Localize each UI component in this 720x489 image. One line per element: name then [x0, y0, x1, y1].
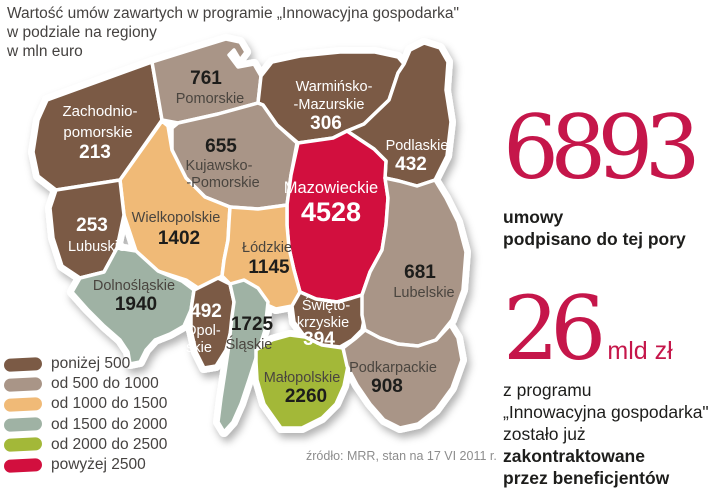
region-label-warminsko-name: Warmińsko-	[295, 79, 373, 95]
legend-label-2000-2500: od 2000 do 2500	[51, 435, 168, 453]
legend-swatch-1000-1500	[4, 397, 43, 412]
legend-item-gt2500	[4, 455, 167, 475]
stat-contracts-caption	[503, 206, 692, 250]
region-label-zachodniopomorskie-value: 213	[79, 142, 111, 163]
legend-label-500-1000: od 500 do 1000	[51, 375, 159, 393]
stat-amount-number: 26	[503, 277, 598, 380]
legend-label-1000-1500: od 1000 do 1500	[51, 395, 168, 413]
region-label-mazowieckie-name: Mazowieckie	[283, 179, 379, 197]
stat-amount-line4: przez beneficjentów	[503, 468, 670, 488]
stat-contracts	[503, 96, 692, 250]
region-label-pomorskie-value: 761	[190, 68, 222, 89]
stat-contracts-number: 6893	[503, 96, 692, 199]
region-label-podkarpackie-value: 908	[371, 376, 403, 397]
region-label-podlaskie-value: 432	[395, 154, 427, 175]
region-label-lodzkie-value: 1145	[248, 257, 290, 278]
region-label-swietokrzyskie-name: Święto-	[301, 298, 351, 314]
stat-contracts-caption-line1: umowy	[503, 207, 564, 227]
stat-amount-line2: „Innowacyjna gospodarka"	[503, 402, 709, 422]
region-label-opolskie-value: 492	[190, 301, 222, 322]
legend-label-gt2500: powyżej 2500	[51, 456, 146, 474]
stat-amount-line1: z programu	[503, 380, 592, 400]
region-label-wielkopolskie-name: Wielkopolskie	[131, 210, 221, 226]
legend-item-lt500	[4, 354, 167, 374]
legend-item-2000-2500	[4, 435, 167, 455]
region-label-lubuskie-value: 253	[76, 215, 108, 236]
stat-amount-number-row	[503, 277, 720, 380]
region-label-pomorskie-name: Pomorskie	[175, 91, 245, 107]
legend-swatch-lt500	[4, 357, 43, 372]
legend-item-1500-2000	[4, 415, 167, 435]
legend-item-500-1000	[4, 374, 167, 394]
source-note: źródło: MRR, stan na 17 VI 2011 r.	[306, 449, 497, 463]
region-label-lubelskie-name: Lubelskie	[393, 285, 455, 301]
region-label-wielkopolskie-value: 1402	[157, 228, 201, 249]
region-label-kujawsko-value: 655	[205, 136, 237, 157]
region-label-lubuskie-name: Lubuskie	[67, 239, 127, 255]
region-label-kujawsko-name: -Pomorskie	[186, 175, 260, 191]
region-label-zachodniopomorskie-name: pomorskie	[63, 124, 133, 141]
title-line-1: Wartość umów zawartych w programie „Innowacyjna gospodarka"	[7, 5, 460, 22]
region-label-opolskie-name: Opol-	[185, 323, 221, 339]
region-label-warminsko-name: -Mazurskie	[293, 97, 365, 113]
region-label-dolnoslaskie-name: Dolnośląskie	[92, 278, 176, 294]
region-label-lubelskie-value: 681	[404, 262, 436, 283]
legend-swatch-1500-2000	[4, 417, 43, 432]
legend	[4, 354, 167, 475]
stat-amount	[503, 277, 720, 489]
stat-amount-caption	[503, 379, 720, 489]
title-line-3: w mln euro	[7, 43, 83, 60]
region-label-lodzkie-name: Łódzkie	[242, 240, 292, 256]
region-label-malopolskie-name: Małopolskie	[263, 370, 341, 386]
region-label-opolskie-name: skie	[186, 340, 212, 356]
legend-swatch-2000-2500	[4, 437, 43, 452]
legend-label-1500-2000: od 1500 do 2000	[51, 415, 168, 433]
stat-amount-unit: mld zł	[607, 337, 673, 365]
stat-amount-line3: zostało już zakontraktowane	[503, 424, 645, 466]
region-label-kujawsko-name: Kujawsko-	[185, 158, 253, 174]
stat-contracts-caption-line2: podpisano do tej pory	[503, 229, 686, 249]
region-label-podkarpackie-name: Podkarpackie	[349, 360, 437, 376]
region-label-slaskie-value: 1725	[230, 314, 274, 335]
legend-swatch-gt2500	[4, 458, 43, 473]
title-line-2: w podziale na regiony	[7, 24, 157, 41]
region-label-malopolskie-value: 2260	[284, 386, 328, 407]
legend-swatch-500-1000	[4, 377, 43, 392]
legend-item-1000-1500	[4, 394, 167, 414]
region-label-podlaskie-name: Podlaskie	[385, 138, 449, 154]
region-label-warminsko-value: 306	[310, 113, 342, 134]
region-label-swietokrzyskie-name: krzyskie	[296, 315, 350, 331]
region-label-mazowieckie-value: 4528	[300, 197, 362, 227]
region-label-zachodniopomorskie-name: Zachodnio-	[62, 103, 138, 120]
region-label-slaskie-name: Śląskie	[225, 337, 273, 353]
region-label-dolnoslaskie-value: 1940	[114, 294, 158, 315]
region-label-swietokrzyskie-value: 394	[303, 329, 335, 350]
legend-label-lt500: poniżej 500	[51, 355, 131, 373]
